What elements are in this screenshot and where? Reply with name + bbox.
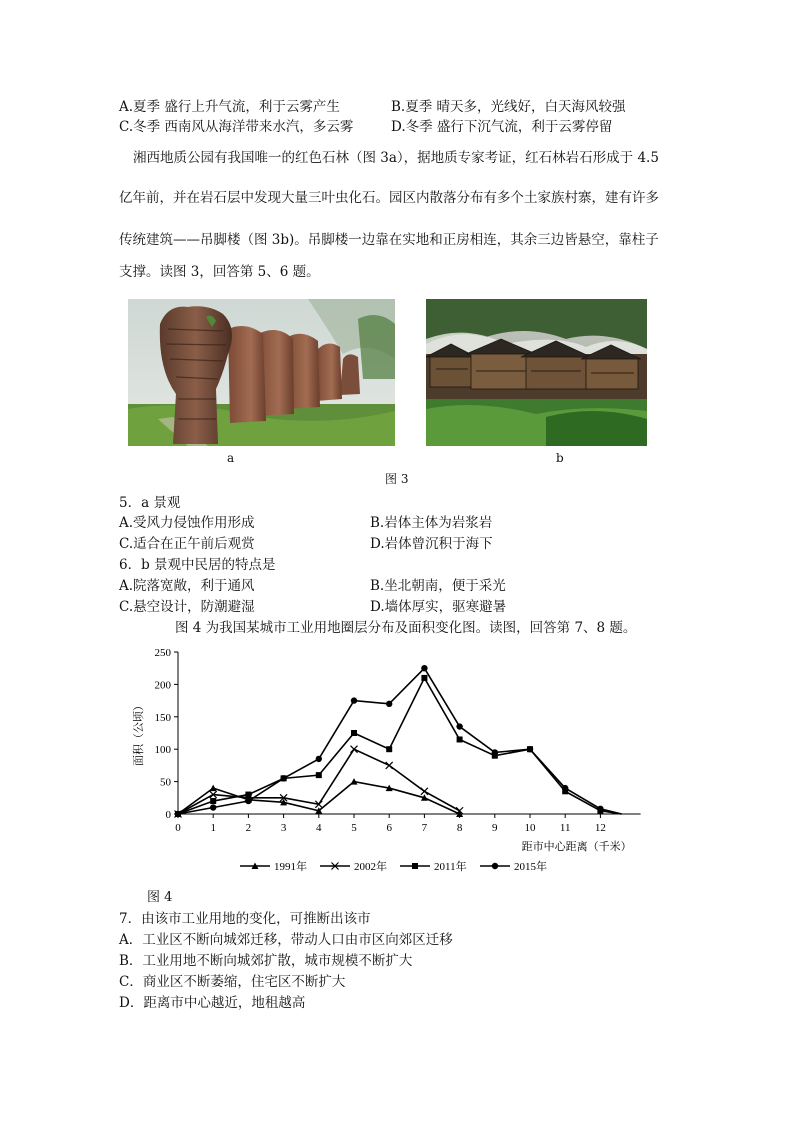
- circle-marker: [280, 775, 286, 781]
- chart-axes: [131, 647, 641, 853]
- passage-line-3: 传统建筑——吊脚楼（图 3b)。吊脚楼一边靠在实地和正房相连，其余三边皆悬空，靠柱子: [119, 232, 659, 248]
- series-2: [175, 675, 622, 817]
- figure-3a-label: a: [227, 451, 235, 465]
- x-tick-label: 2: [245, 822, 252, 834]
- figure-4-intro: 图 4 为我国某城市工业用地圈层分布及面积变化图。读图，回答第 7、8 题。: [175, 620, 637, 636]
- series-0: [175, 778, 464, 817]
- circle-marker: [456, 723, 462, 729]
- x-tick-label: 9: [492, 822, 498, 834]
- red-stone-forest-photo: [128, 299, 395, 446]
- legend-label: 2011年: [434, 861, 467, 873]
- y-tick-label: 150: [154, 711, 171, 724]
- x-axis-label: 距市中心距离（千米）: [521, 841, 632, 853]
- q5-option-b: B.岩体主体为岩浆岩: [370, 515, 493, 531]
- x-tick-label: 10: [524, 822, 536, 834]
- y-axis-label: 面积（公顷）: [133, 700, 145, 766]
- passage-line-2: 亿年前，并在岩石层中发现大量三叶虫化石。园区内散落分布有多个土家族村寨，建有许多: [119, 190, 659, 206]
- q6-stem: 6．b 景观中民居的特点是: [119, 557, 276, 573]
- q6-option-a: A.院落宽敞，利于通风: [119, 578, 255, 594]
- q5-option-c: C.适合在正午前后观赏: [119, 536, 255, 552]
- q7-option-c: C．商业区不断萎缩，住宅区不断扩大: [119, 974, 346, 990]
- x-tick-label: 4: [316, 822, 322, 834]
- circle-marker: [527, 746, 533, 752]
- series-3: [175, 665, 622, 817]
- x-tick-label: 1: [210, 822, 216, 834]
- circle-marker: [245, 798, 251, 804]
- y-tick-label: 250: [154, 647, 171, 659]
- x-tick-label: 5: [351, 822, 357, 834]
- square-marker: [412, 863, 418, 869]
- y-tick-label: 200: [154, 679, 171, 692]
- circle-marker: [562, 785, 568, 791]
- circle-marker: [386, 701, 392, 707]
- y-tick-label: 0: [165, 809, 171, 821]
- circle-marker: [492, 863, 498, 869]
- legend-label: 2015年: [514, 861, 547, 873]
- figure-3b-label: b: [556, 451, 564, 465]
- passage-line-4: 支撑。读图 3，回答第 5、6 题。: [119, 264, 320, 280]
- x-tick-label: 3: [280, 822, 287, 834]
- stilted-house-village-photo: [426, 299, 647, 446]
- circle-marker: [210, 804, 216, 810]
- passage-line-1: 湘西地质公园有我国唯一的红色石林（图 3a），据地质专家考证，红石林岩石形成于 4.5: [133, 150, 659, 166]
- legend-label: 2002年: [354, 861, 387, 873]
- series-line: [178, 678, 622, 814]
- square-marker: [245, 792, 251, 798]
- land-area-line-chart: [120, 640, 650, 880]
- figure-4-caption: 图 4: [147, 890, 173, 905]
- y-tick-label: 50: [160, 776, 171, 789]
- circle-marker: [492, 749, 498, 755]
- x-tick-label: 8: [456, 822, 463, 834]
- q5-option-d: D.岩体曾沉积于海下: [370, 536, 493, 552]
- x-tick-label: 11: [559, 822, 571, 834]
- q4-option-a: A.夏季 盛行上升气流，利于云雾产生: [119, 99, 340, 115]
- square-marker: [210, 798, 216, 804]
- q4-option-d: D.冬季 盛行下沉气流，利于云雾停留: [391, 119, 613, 135]
- x-tick-label: 7: [421, 822, 428, 834]
- x-tick-label: 12: [594, 822, 606, 834]
- q5-option-a: A.受风力侵蚀作用形成: [119, 515, 255, 531]
- circle-marker: [421, 665, 427, 671]
- legend-label: 1991年: [274, 861, 307, 873]
- circle-marker: [175, 811, 181, 817]
- cross-marker: [421, 788, 428, 795]
- circle-marker: [351, 697, 357, 703]
- circle-marker: [597, 806, 603, 812]
- cross-marker: [351, 746, 358, 753]
- square-marker: [421, 675, 427, 681]
- q7-option-a: A．工业区不断向城郊迁移，带动人口由市区向郊区迁移: [119, 932, 453, 948]
- figure-3-caption: 图 3: [385, 472, 409, 486]
- q6-option-d: D.墙体厚实，驱寒避暑: [370, 599, 507, 615]
- square-marker: [386, 746, 392, 752]
- square-marker: [457, 736, 463, 742]
- q7-stem: 7．由该市工业用地的变化，可推断出该市: [119, 911, 371, 927]
- q7-option-b: B．工业用地不断向城郊扩散，城市规模不断扩大: [119, 953, 413, 969]
- q7-option-d: D．距离市中心越近，地租越高: [119, 995, 306, 1011]
- q6-option-b: B.坐北朝南，便于采光: [370, 578, 506, 594]
- x-tick-label: 6: [386, 822, 392, 834]
- q4-option-c: C.冬季 西南风从海洋带来水汽，多云雾: [119, 119, 354, 135]
- y-tick-label: 100: [154, 744, 171, 757]
- x-tick-label: 0: [175, 822, 181, 834]
- chart-series: [175, 665, 622, 818]
- square-marker: [316, 772, 322, 778]
- circle-marker: [316, 756, 322, 762]
- q4-option-b: B.夏季 晴天多，光线好，白天海风较强: [391, 99, 626, 115]
- q5-stem: 5．a 景观: [119, 495, 181, 511]
- triangle-marker: [210, 785, 217, 792]
- q6-option-c: C.悬空设计，防潮避湿: [119, 599, 255, 615]
- cross-marker: [386, 762, 393, 769]
- chart-legend: [240, 859, 547, 873]
- series-line: [178, 668, 622, 814]
- square-marker: [351, 730, 357, 736]
